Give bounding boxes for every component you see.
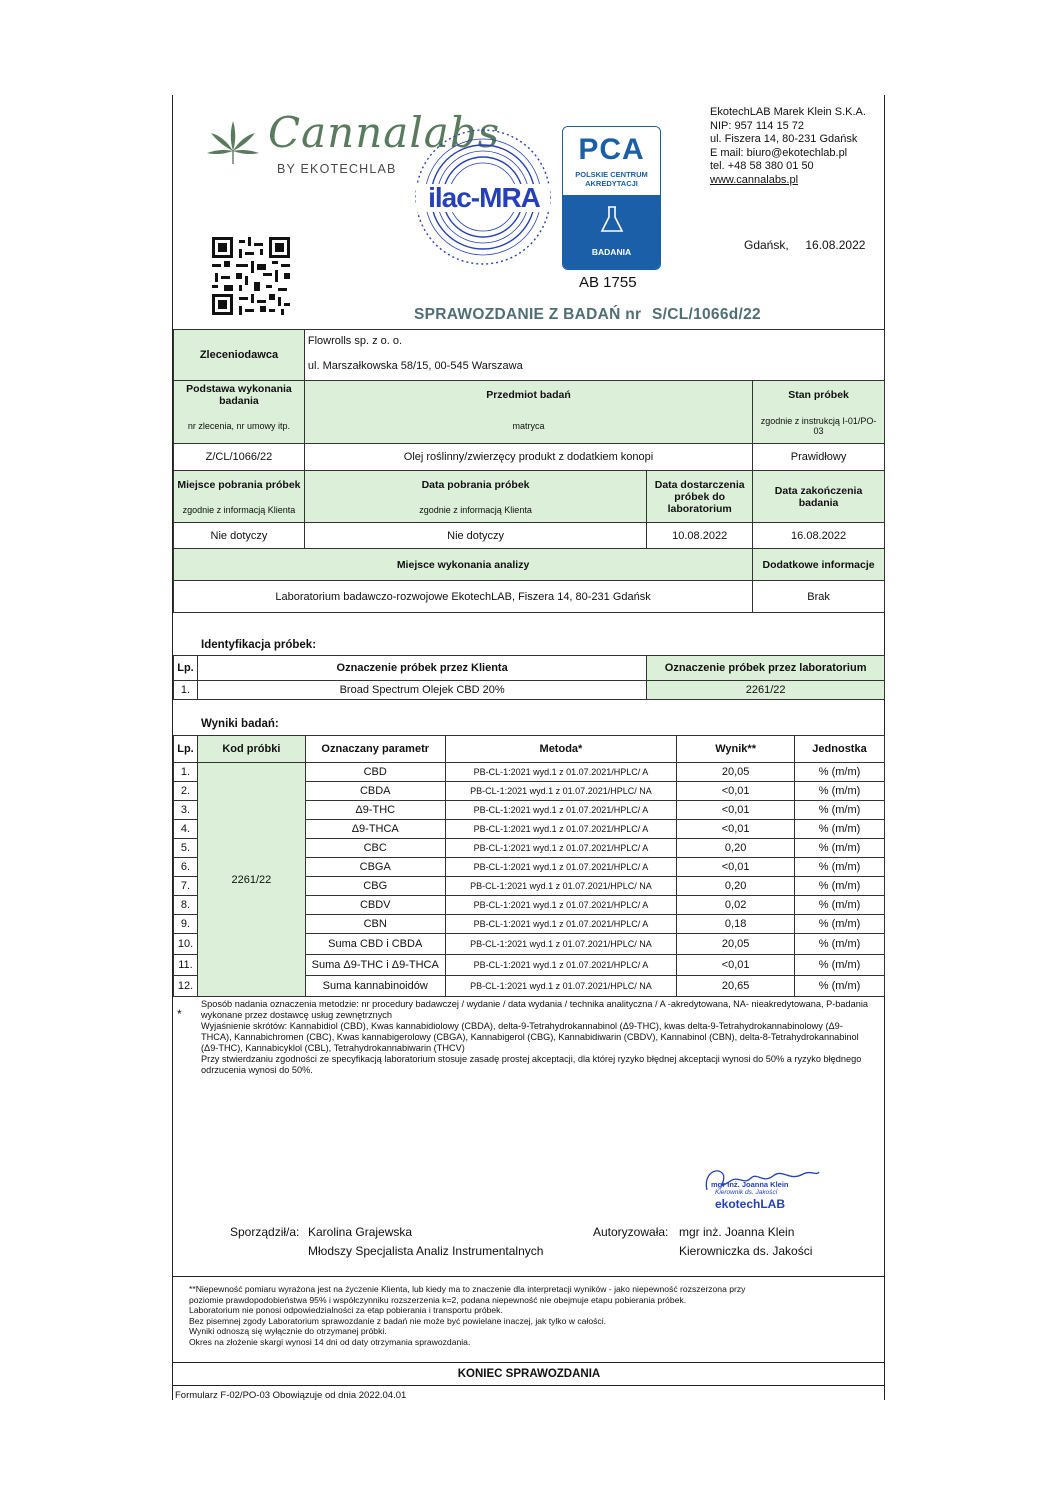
note-abbreviations: Wyjaśnienie skrótów: Kannabidiol (CBD), Kwas kannabidiolowy (CBDA), delta-9-Tetrahydrokannabinol (Δ9-THC), kwas delta-9-Tetrahydrokannabinolowy (Δ9-THCA), Kannabichromen (CBC), Kwas kannabigerolowy (CBGA), Kannabigerol (CBG), Kannabidiwarin (CBDV), Kannabinol (CBN), delta-8-Tetrahydrokannabinol (Δ9-THC), Kannabicyklol (CBL), Tetrahydrokannabiwarin (THCV) bbox=[201, 1021, 859, 1053]
ident-client: Broad Spectrum Olejek CBD 20% bbox=[197, 681, 646, 700]
result-value: 0,18 bbox=[677, 915, 795, 934]
result-parameter: Δ9-THCA bbox=[305, 820, 445, 839]
flask-icon bbox=[599, 205, 625, 240]
table-row bbox=[174, 763, 885, 782]
res-col-param: Oznaczany parametr bbox=[305, 736, 445, 763]
result-unit: % (m/m) bbox=[795, 915, 885, 934]
company-line: NIP: 957 114 15 72 bbox=[710, 119, 804, 132]
result-value: <0,01 bbox=[677, 955, 795, 976]
result-parameter: CBD bbox=[305, 763, 445, 782]
przedmiot-sub: matryca bbox=[304, 409, 752, 444]
result-parameter: CBDA bbox=[305, 782, 445, 801]
stan-sub: zgodnie z instrukcją I-01/PO-03 bbox=[753, 409, 885, 444]
footer-note-line: **Niepewność pomiaru wyrażona jest na życzenie Klienta, lub kiedy ma to znaczenie dla interpretacji wyników - jako niepewność rozszerzona przy bbox=[189, 1284, 746, 1294]
result-unit: % (m/m) bbox=[795, 976, 885, 997]
result-parameter: CBN bbox=[305, 915, 445, 934]
result-value: 0,20 bbox=[677, 839, 795, 858]
order-details-table bbox=[173, 329, 885, 613]
end-of-report: KONIEC SPRAWOZDANIA bbox=[457, 1368, 601, 1380]
result-unit: % (m/m) bbox=[795, 858, 885, 877]
result-unit: % (m/m) bbox=[795, 877, 885, 896]
stamp-role: Kierownik ds. Jakości bbox=[715, 1189, 778, 1196]
result-lp: 12. bbox=[174, 976, 198, 997]
ilac-mra-seal bbox=[412, 126, 554, 268]
data-pobrania-value: Nie dotyczy bbox=[304, 523, 646, 549]
result-method: PB-CL-1:2021 wyd.1 z 01.07.2021/HPLC/ A bbox=[445, 896, 677, 915]
miejsce-pobrania-label: Miejsce pobrania próbek bbox=[174, 471, 305, 499]
result-lp: 4. bbox=[174, 820, 198, 839]
ident-lp: 1. bbox=[174, 681, 198, 700]
signature-stamp bbox=[693, 1160, 823, 1216]
condition-value: Prawidłowy bbox=[753, 444, 885, 471]
result-method: PB-CL-1:2021 wyd.1 z 01.07.2021/HPLC/ NA bbox=[445, 877, 677, 896]
result-method: PB-CL-1:2021 wyd.1 z 01.07.2021/HPLC/ A bbox=[445, 820, 677, 839]
data-dostarczenia-value: 10.08.2022 bbox=[647, 523, 753, 549]
footer-note-line: poziomie prawdopodobieństwa 95% i współczynniku rozszerzenia k=2, podana niepewność nie obejmuje etapu pobierania próbek. bbox=[189, 1294, 687, 1305]
data-pobrania-sub: zgodnie z informacją Klienta bbox=[304, 499, 646, 523]
result-unit: % (m/m) bbox=[795, 955, 885, 976]
end-divider-bottom bbox=[173, 1385, 885, 1386]
website-link[interactable]: www.cannalabs.pl bbox=[710, 173, 799, 186]
note-star: * bbox=[177, 1007, 182, 1021]
result-parameter: Suma Δ9-THC i Δ9-THCA bbox=[305, 955, 445, 976]
result-method: PB-CL-1:2021 wyd.1 z 01.07.2021/HPLC/ NA bbox=[445, 976, 677, 997]
result-unit: % (m/m) bbox=[795, 820, 885, 839]
footer-note-line: Bez pisemnej zgody Laboratorium sprawozdanie z badań nie może być powielane inaczej, jak tylko w całości. bbox=[189, 1315, 607, 1326]
place-date: Gdańsk, 16.08.2022 bbox=[744, 238, 866, 252]
result-value: <0,01 bbox=[677, 801, 795, 820]
report-number: S/CL/1066d/22 bbox=[651, 306, 761, 323]
identification-table bbox=[173, 655, 885, 700]
dodatkowe-label: Dodatkowe informacje bbox=[753, 549, 885, 581]
data-pobrania-label: Data pobrania próbek bbox=[304, 471, 646, 499]
note-method: Sposób nadania oznaczenia metodzie: nr procedury badawczej / wydanie / data wydania / technika analityczna / A -akredytowana, NA- nieakredytowana, P-badania wykonane przez dostawcę usług zewnętrznych bbox=[201, 999, 869, 1020]
res-col-lp: Lp. bbox=[174, 736, 198, 763]
footer-divider bbox=[173, 1276, 885, 1277]
prepared-name: Karolina Grajewska bbox=[308, 1225, 413, 1239]
accreditation-number: AB 1755 bbox=[579, 274, 637, 291]
report-title bbox=[414, 306, 761, 324]
company-line: tel. +48 58 380 01 50 bbox=[710, 160, 814, 172]
result-unit: % (m/m) bbox=[795, 896, 885, 915]
result-method: PB-CL-1:2021 wyd.1 z 01.07.2021/HPLC/ A bbox=[445, 858, 677, 877]
result-method: PB-CL-1:2021 wyd.1 z 01.07.2021/HPLC/ A bbox=[445, 955, 677, 976]
result-method: PB-CL-1:2021 wyd.1 z 01.07.2021/HPLC/ NA bbox=[445, 782, 677, 801]
result-value: 20,65 bbox=[677, 976, 795, 997]
result-unit: % (m/m) bbox=[795, 782, 885, 801]
qr-code bbox=[212, 237, 290, 315]
brand-name: Cannalabs bbox=[268, 108, 501, 157]
result-method: PB-CL-1:2021 wyd.1 z 01.07.2021/HPLC/ A bbox=[445, 839, 677, 858]
order-number: Z/CL/1066/22 bbox=[174, 444, 305, 471]
result-lp: 8. bbox=[174, 896, 198, 915]
result-unit: % (m/m) bbox=[795, 801, 885, 820]
company-line: ul. Fiszera 14, 80-231 Gdańsk bbox=[710, 133, 858, 145]
result-lp: 2. bbox=[174, 782, 198, 801]
end-divider-top bbox=[173, 1362, 885, 1363]
result-unit: % (m/m) bbox=[795, 934, 885, 955]
ident-col-client: Oznaczenie próbek przez Klienta bbox=[197, 656, 646, 681]
notes-block bbox=[201, 999, 873, 1076]
footer-notes bbox=[189, 1284, 745, 1348]
result-parameter: CBC bbox=[305, 839, 445, 858]
stamp-brand: ekotechLAB bbox=[715, 1197, 786, 1211]
report-title-prefix: SPRAWOZDANIE Z BADAŃ nr bbox=[414, 306, 642, 323]
pca-line2: AKREDYTACJI bbox=[585, 179, 638, 188]
miejsce-wykonania-label: Miejsce wykonania analizy bbox=[174, 549, 753, 581]
res-col-kod: Kod próbki bbox=[197, 736, 305, 763]
auth-name: mgr inż. Joanna Klein bbox=[679, 1225, 795, 1239]
pca-title: PCA bbox=[578, 133, 645, 166]
result-value: <0,01 bbox=[677, 782, 795, 801]
zleceniodawca-label: Zleceniodawca bbox=[174, 330, 305, 381]
result-method: PB-CL-1:2021 wyd.1 z 01.07.2021/HPLC/ NA bbox=[445, 934, 677, 955]
auth-label: Autoryzowała: bbox=[593, 1225, 669, 1239]
results-table bbox=[173, 735, 885, 997]
result-value: 20,05 bbox=[677, 763, 795, 782]
pca-logo bbox=[562, 126, 661, 270]
ident-lab: 2261/22 bbox=[647, 681, 885, 700]
results-title: Wyniki badań: bbox=[201, 718, 279, 730]
result-parameter: CBGA bbox=[305, 858, 445, 877]
client-address: ul. Marszałkowska 58/15, 00-545 Warszawa bbox=[304, 353, 884, 381]
result-lp: 9. bbox=[174, 915, 198, 934]
res-col-wynik: Wynik** bbox=[677, 736, 795, 763]
result-lp: 7. bbox=[174, 877, 198, 896]
miejsce-pobrania-sub: zgodnie z informacją Klienta bbox=[174, 499, 305, 523]
podstawa-sub: nr zlecenia, nr umowy itp. bbox=[174, 409, 305, 444]
result-parameter: Δ9-THC bbox=[305, 801, 445, 820]
data-zakonczenia-value: 16.08.2022 bbox=[753, 523, 885, 549]
result-lp: 3. bbox=[174, 801, 198, 820]
result-unit: % (m/m) bbox=[795, 763, 885, 782]
result-method: PB-CL-1:2021 wyd.1 z 01.07.2021/HPLC/ A bbox=[445, 915, 677, 934]
result-value: 20,05 bbox=[677, 934, 795, 955]
footer-note-line: Laboratorium nie ponosi odpowiedzialności za etap pobierania i transportu próbek. bbox=[189, 1305, 503, 1316]
res-col-jednostka: Jednostka bbox=[795, 736, 885, 763]
result-value: <0,01 bbox=[677, 858, 795, 877]
result-lp: 5. bbox=[174, 839, 198, 858]
sample-code: 2261/22 bbox=[197, 763, 305, 997]
result-value: 0,20 bbox=[677, 877, 795, 896]
cannabis-leaf-icon bbox=[203, 117, 263, 167]
miejsce-wykonania-value: Laboratorium badawczo-rozwojowe EkotechLAB, Fiszera 14, 80-231 Gdańsk bbox=[174, 581, 753, 613]
result-value: 0,02 bbox=[677, 896, 795, 915]
result-lp: 1. bbox=[174, 763, 198, 782]
company-info bbox=[710, 106, 866, 187]
result-lp: 6. bbox=[174, 858, 198, 877]
stan-label: Stan próbek bbox=[753, 381, 885, 409]
miejsce-pobrania-value: Nie dotyczy bbox=[174, 523, 305, 549]
identification-title: Identyfikacja próbek: bbox=[201, 639, 317, 651]
form-label: Formularz F-02/PO-03 Obowiązuje od dnia 2022.04.01 bbox=[175, 1390, 407, 1401]
res-col-metoda: Metoda* bbox=[445, 736, 677, 763]
result-parameter: Suma kannabinoidów bbox=[305, 976, 445, 997]
company-line: EkotechLAB Marek Klein S.K.A. bbox=[710, 106, 866, 118]
pca-badania: BADANIA bbox=[591, 247, 632, 257]
ilac-mra-text: ilac-MRA bbox=[428, 182, 540, 213]
ident-col-lp: Lp. bbox=[174, 656, 198, 681]
footer-note-line: Okres na złożenie skargi wynosi 14 dni od daty otrzymania sprawozdania. bbox=[189, 1336, 471, 1347]
podstawa-label: Podstawa wykonania badania bbox=[174, 381, 305, 409]
brand-subtitle: BY EKOTECHLAB bbox=[277, 162, 397, 176]
footer-note-line: Wyniki odnoszą się wyłącznie do otrzymanej próbki. bbox=[189, 1326, 387, 1337]
result-value: <0,01 bbox=[677, 820, 795, 839]
prepared-role: Młodszy Specjalista Analiz Instrumentalnych bbox=[308, 1244, 544, 1258]
ident-col-lab: Oznaczenie próbek przez laboratorium bbox=[647, 656, 885, 681]
pca-line1: POLSKIE CENTRUM bbox=[575, 170, 648, 179]
client-name: Flowrolls sp. z o. o. bbox=[304, 330, 884, 353]
result-parameter: CBG bbox=[305, 877, 445, 896]
company-line: E mail: biuro@ekotechlab.pl bbox=[710, 146, 848, 159]
result-lp: 11. bbox=[174, 955, 198, 976]
data-zakonczenia-label: Data zakończenia badania bbox=[753, 471, 885, 523]
table-row bbox=[174, 681, 885, 700]
note-acceptance: Przy stwierdzaniu zgodności ze specyfikacją laboratorium stosuje zasadę prostej akceptacji, dla której ryzyko błędnej akceptacji wynosi do 50% a ryzyko błędnego odrzucenia wynosi do 50%. bbox=[201, 1054, 862, 1075]
result-unit: % (m/m) bbox=[795, 839, 885, 858]
prepared-label: Sporządził/a: bbox=[230, 1225, 300, 1239]
dodatkowe-value: Brak bbox=[753, 581, 885, 613]
data-dostarczenia-label: Data dostarczenia próbek do laboratorium bbox=[647, 471, 753, 523]
stamp-name: mgr inż. Joanna Klein bbox=[711, 1180, 789, 1189]
result-parameter: CBDV bbox=[305, 896, 445, 915]
result-parameter: Suma CBD i CBDA bbox=[305, 934, 445, 955]
result-lp: 10. bbox=[174, 934, 198, 955]
result-method: PB-CL-1:2021 wyd.1 z 01.07.2021/HPLC/ A bbox=[445, 801, 677, 820]
auth-role: Kierowniczka ds. Jakości bbox=[679, 1244, 813, 1258]
result-method: PB-CL-1:2021 wyd.1 z 01.07.2021/HPLC/ A bbox=[445, 763, 677, 782]
matrix-value: Olej roślinny/zwierzęcy produkt z dodatkiem konopi bbox=[304, 444, 752, 471]
przedmiot-label: Przedmiot badań bbox=[304, 381, 752, 409]
